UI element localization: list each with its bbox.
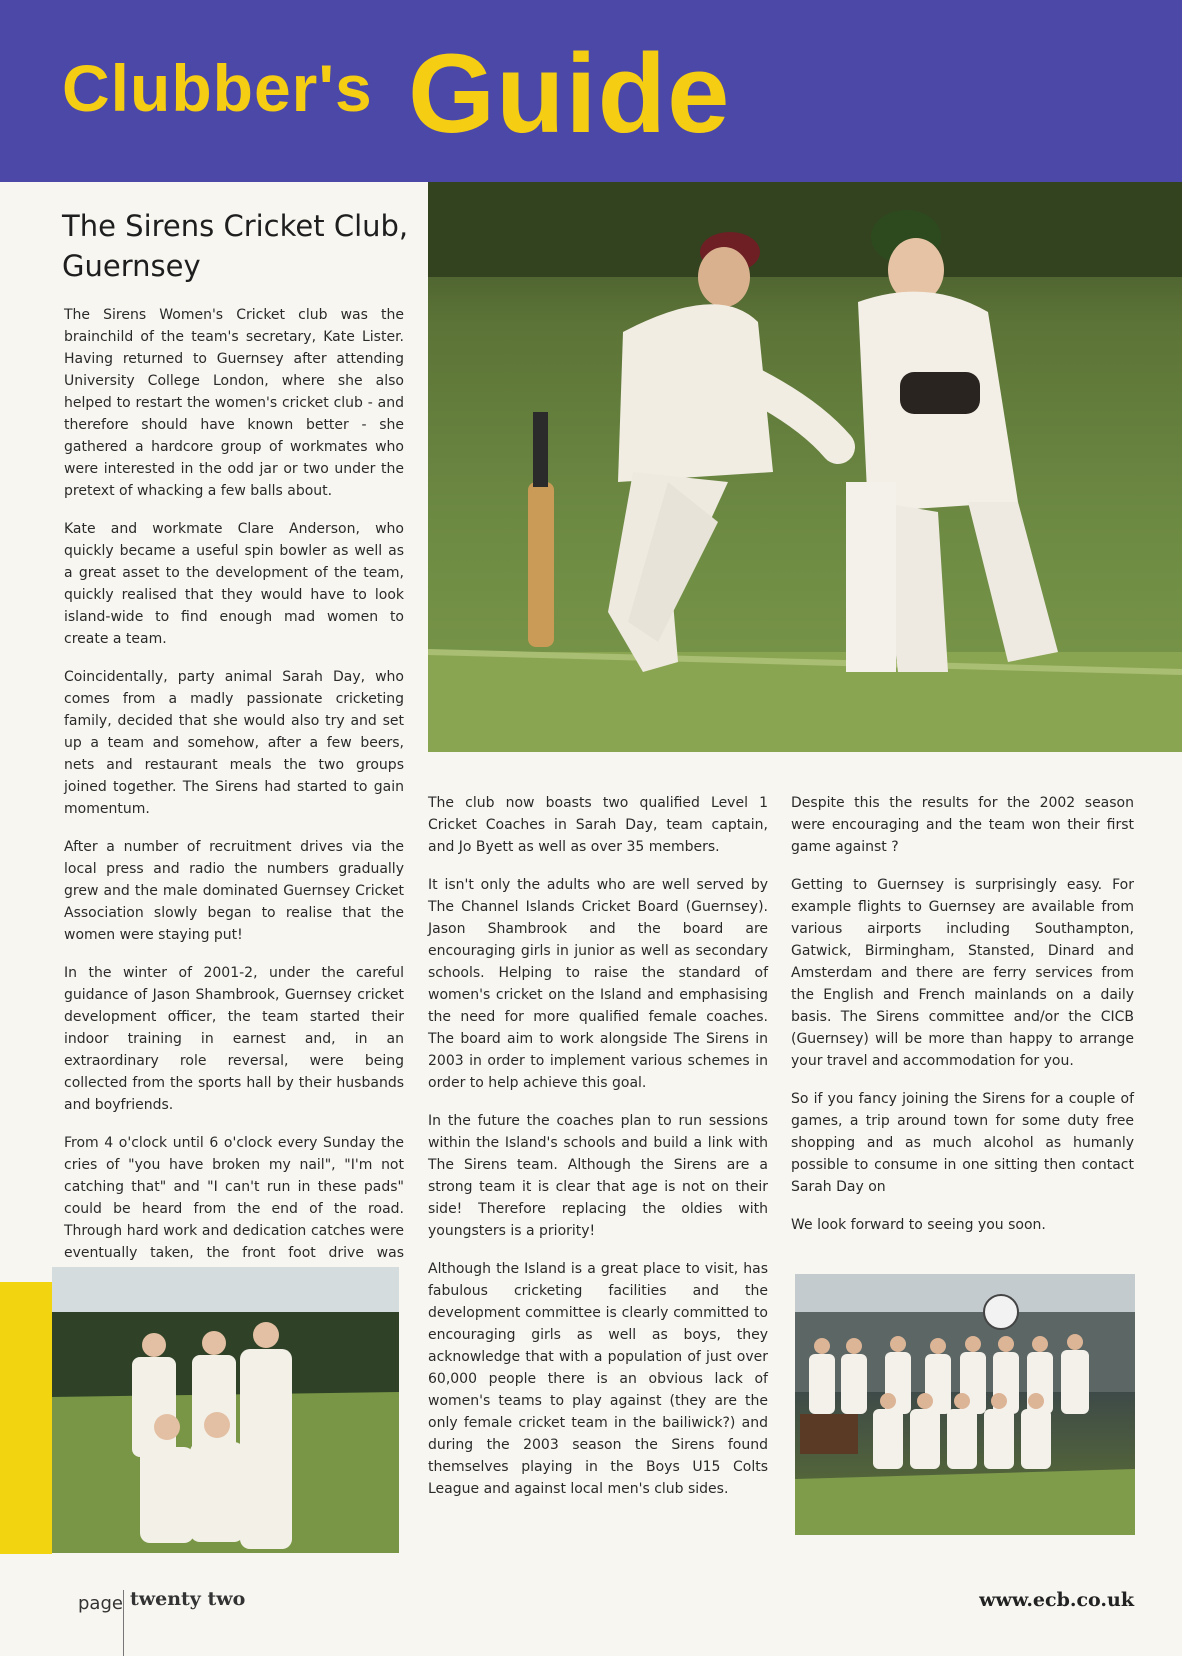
page-header bbox=[0, 0, 1182, 182]
paragraph: After a number of recruitment drives via the local press and radio the numbers gradually grew and the male dominated Guernsey Cricket Association slowly began to realise that the women were staying put! bbox=[64, 839, 404, 943]
paragraph: It isn't only the adults who are well served by The Channel Islands Cricket Board (Guernsey). Jason Shambrook and the board are encouraging girls in junior as well as secondary schools. Helping to raise the standard of women's cricket on the Island and emphasising the need for more qualified female coaches. The board aim to work alongside The Sirens in 2003 in order to implement various schemes in order to help achieve this goal. bbox=[428, 877, 768, 1091]
paragraph: Although the Island is a great place to visit, has fabulous cricketing facilities and the development committee is clearly committed to encouraging girls as well as boys, they acknowledge that with a population of just over 60,000 people there is an obvious lack of women's teams to play against (they are the only female cricket team in the bailiwick?) and during the 2003 season the Sirens found themselves playing in the Boys U15 Colts League and against local men's club sides. bbox=[428, 1261, 768, 1497]
article-title: The Sirens Cricket Club, Guernsey bbox=[62, 209, 409, 283]
page-label: page bbox=[78, 1593, 123, 1614]
paragraph: In the future the coaches plan to run sessions within the Island's schools and build a link with The Sirens team. Although the Sirens are a strong team it is clear that age is not on their side! Therefore replacing the oldies with youngsters is a priority! bbox=[428, 1113, 768, 1239]
match-action-illustration bbox=[428, 182, 1182, 752]
article-column-3 bbox=[791, 792, 1134, 1252]
paragraph: The club now boasts two qualified Level 1 Cricket Coaches in Sarah Day, team captain, and Jo Byett as well as over 35 members. bbox=[428, 795, 768, 855]
paragraph: Kate and workmate Clare Anderson, who quickly became a useful spin bowler as well as a great asset to the development of the team, quickly realised that they would have to look island-wide to find enough mad women to create a team. bbox=[64, 521, 404, 647]
header-title-guide: Guide bbox=[408, 31, 731, 156]
match-action-photo bbox=[428, 182, 1182, 752]
accent-bar bbox=[0, 1282, 52, 1554]
small-group-illustration bbox=[52, 1267, 399, 1553]
header-title-clubbers: Clubber's bbox=[62, 51, 373, 125]
paragraph: Despite this the results for the 2002 season were encouraging and the team won their first game against ? bbox=[791, 795, 1134, 855]
paragraph: Coincidentally, party animal Sarah Day, who comes from a madly passionate cricketing family, decided that she would also try and set up a team and somehow, after a few beers, nets and restaurant meals the two groups joined together. The Sirens had started to gain momentum. bbox=[64, 669, 404, 817]
article-column-1 bbox=[64, 304, 404, 1302]
website-link[interactable]: www.ecb.co.uk bbox=[979, 1589, 1134, 1611]
team-photo-full-squad bbox=[795, 1274, 1135, 1535]
team-photo-small-group bbox=[52, 1267, 399, 1553]
page-number: twenty two bbox=[130, 1588, 246, 1610]
paragraph: The Sirens Women's Cricket club was the brainchild of the team's secretary, Kate Lister. Having returned to Guernsey after attending University College London, where she also helped to restart the women's cricket club - and therefore should have known better - she gathered a hardcore group of workmates who were interested in the odd jar or two under the pretext of whacking a few balls about. bbox=[64, 307, 404, 499]
paragraph: So if you fancy joining the Sirens for a couple of games, a trip around town for some duty free shopping and as much alcohol as humanly possible to consume in one sitting then contact Sarah Day on bbox=[791, 1091, 1134, 1195]
paragraph: In the winter of 2001-2, under the careful guidance of Jason Shambrook, Guernsey cricket development officer, the team started their indoor training in earnest and, in an extraordinary role reversal, were being collected from the sports hall by their husbands and boyfriends. bbox=[64, 965, 404, 1113]
full-squad-illustration bbox=[795, 1274, 1135, 1535]
footer-divider bbox=[123, 1590, 124, 1656]
paragraph: We look forward to seeing you soon. bbox=[791, 1217, 1046, 1233]
paragraph: Getting to Guernsey is surprisingly easy. For example flights to Guernsey are available from various airports including Southampton, Gatwick, Birmingham, Stansted, Dinard and Amsterdam and there are ferry services from the English and French mainlands on a daily basis. The Sirens committee and/or the CICB (Guernsey) will be more than happy to arrange your travel and accommodation for you. bbox=[791, 877, 1134, 1069]
article-column-2 bbox=[428, 792, 768, 1516]
paragraph: From 4 o'clock until 6 o'clock every Sunday the cries of "you have broken my nail", "I'm not catching that" and "I can't run in these pads" could be heard from the end of the road. Through hard work and dedication catches were eventually taken, the front foot drive was bbox=[64, 1135, 404, 1261]
